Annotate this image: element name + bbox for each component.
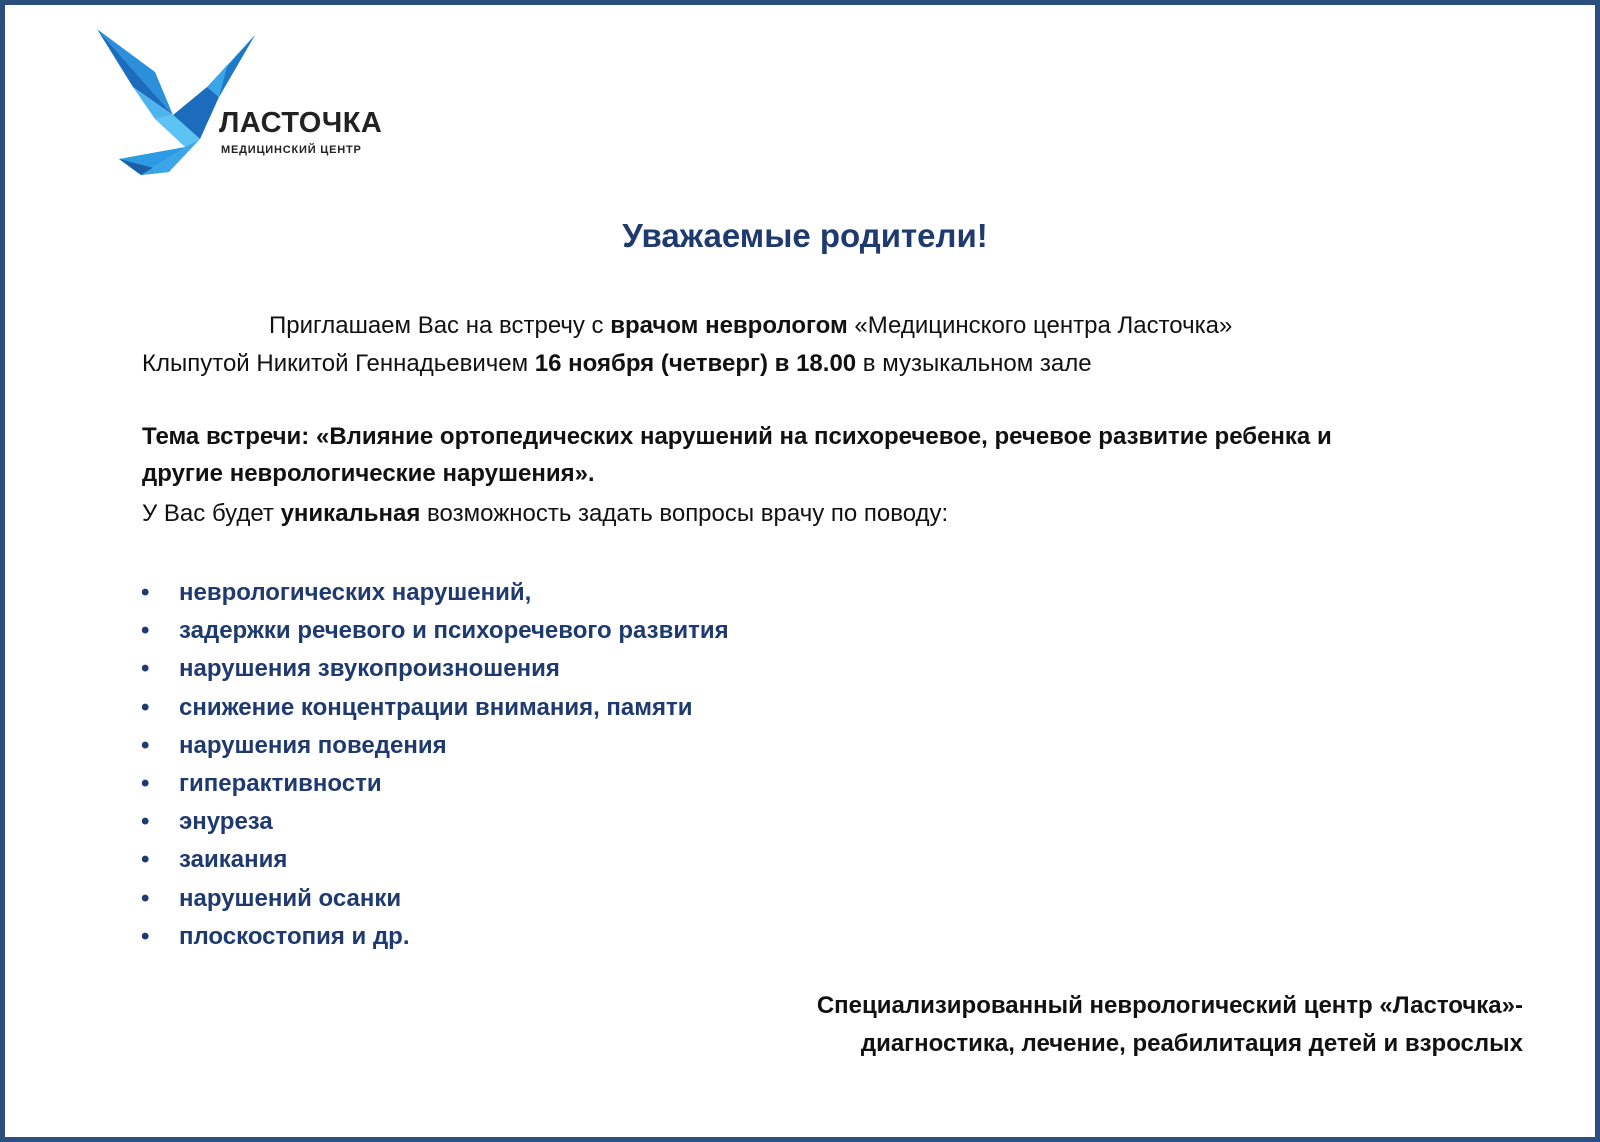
list-item-text: энуреза — [179, 808, 273, 836]
opportunity-start: У Вас будет — [142, 500, 281, 527]
bullet-icon: • — [141, 846, 150, 874]
footer-signature — [817, 987, 1523, 1063]
bullet-icon: • — [141, 617, 150, 645]
footer-line-1: Специализированный неврологический центр «Ласточка»- — [816, 992, 1523, 1019]
list-item — [141, 841, 729, 879]
bullet-icon: • — [141, 655, 150, 683]
list-item-text: гиперактивности — [179, 769, 382, 797]
invitation-paragraph — [142, 307, 1532, 383]
invitation-line-2 — [142, 345, 1532, 383]
invitation-clinic: «Медицинского центра Ласточка» — [847, 312, 1233, 339]
bullet-icon: • — [141, 579, 150, 606]
meeting-place: в музыкальном зале — [856, 350, 1092, 377]
list-item-text: снижение концентрации внимания, памяти — [179, 693, 693, 721]
list-item-text: заикания — [179, 846, 288, 874]
bullet-icon: • — [141, 884, 150, 912]
opportunity-text — [142, 495, 1532, 533]
list-item-text: нарушения звукопроизношения — [179, 655, 560, 683]
logo-subtitle: МЕДИЦИНСКИЙ ЦЕНТР — [221, 144, 362, 156]
invitation-text: Приглашаем Вас на встречу с — [269, 312, 611, 339]
list-item-text: плоскостопия и др. — [179, 922, 410, 950]
bullet-icon: • — [141, 808, 150, 836]
list-item — [141, 765, 729, 803]
list-item-text: нарушения поведения — [179, 731, 447, 759]
logo-name: ЛАСТОЧКА — [219, 107, 383, 139]
clinic-logo — [95, 27, 425, 182]
opportunity-emphasis: уникальная — [280, 500, 421, 527]
list-item — [141, 650, 729, 688]
list-item-text: нарушений осанки — [179, 884, 402, 912]
bullet-icon: • — [141, 769, 150, 797]
list-item-text: неврологических нарушений, — [179, 579, 532, 606]
doctor-name: Клыпутой Никитой Геннадьевичем — [142, 350, 535, 377]
topic-line-1: Тема встречи: «Влияние ортопедических нарушений на психоречевое, речевое развитие ребенка и — [142, 423, 1332, 450]
opportunity-end: возможность задать вопросы врачу по поводу: — [420, 500, 949, 527]
list-item — [141, 918, 729, 956]
origami-swallow-icon — [95, 27, 265, 182]
topics-list — [141, 574, 729, 956]
meeting-topic — [142, 418, 1532, 492]
list-item — [141, 880, 729, 918]
list-item — [141, 612, 729, 650]
doctor-role: врачом неврологом — [610, 312, 848, 339]
list-item — [141, 803, 729, 841]
list-item — [141, 727, 729, 765]
page-title: Уважаемые родители! — [622, 217, 988, 254]
meeting-datetime: 16 ноября (четверг) в 18.00 — [534, 350, 857, 377]
invitation-line-1 — [142, 307, 1532, 345]
bullet-icon: • — [141, 693, 150, 721]
list-item — [141, 689, 729, 727]
list-item-text: задержки речевого и психоречевого развития — [179, 617, 729, 645]
topic-line-2: другие неврологические нарушения». — [142, 460, 595, 487]
list-item — [141, 574, 729, 612]
footer-line-2: диагностика, лечение, реабилитация детей и взрослых — [860, 1030, 1523, 1057]
bullet-icon: • — [141, 922, 150, 950]
bullet-icon: • — [141, 731, 150, 759]
